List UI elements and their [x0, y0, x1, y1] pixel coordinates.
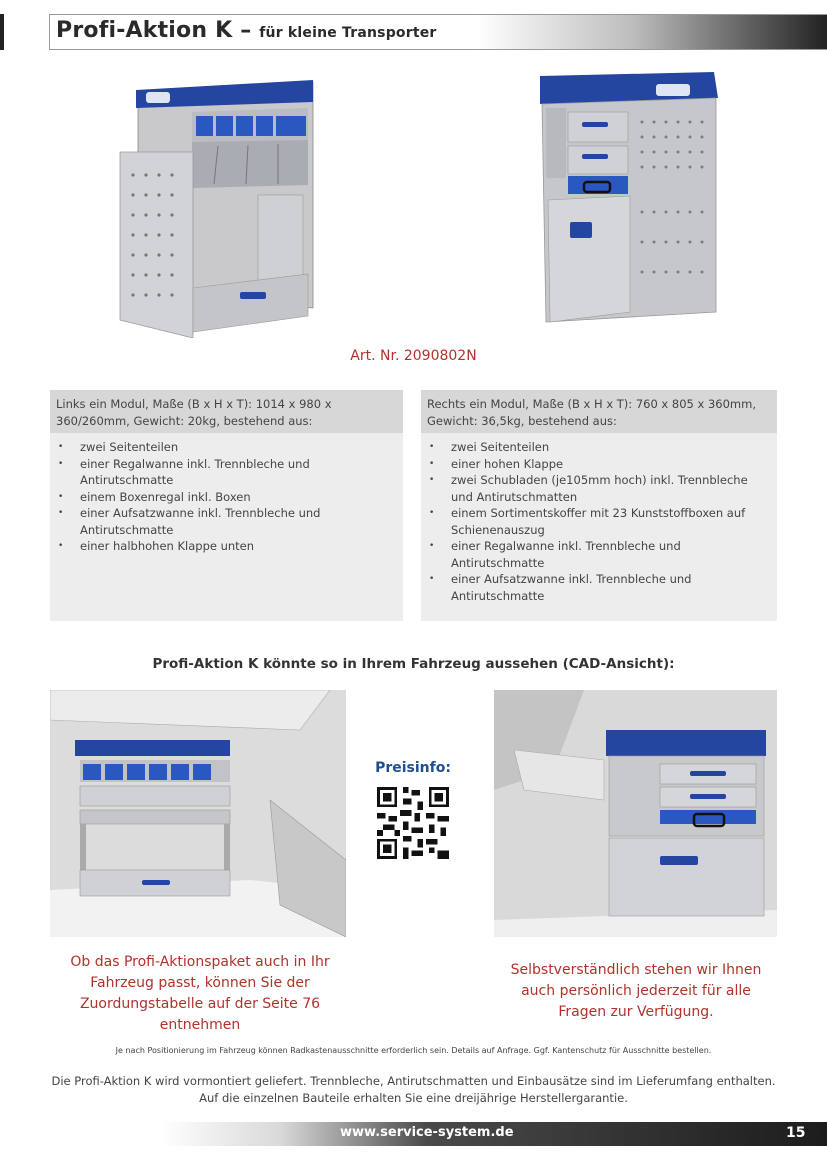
spec-box-left: [50, 390, 403, 621]
list-item: • zwei Seitenteilen: [427, 439, 771, 456]
page-number: 15: [786, 1125, 806, 1141]
list-item: • zwei Seitenteilen: [56, 439, 397, 456]
list-item: • einer Regalwanne inkl. Trennbleche und Antirutschmatte: [56, 456, 397, 489]
price-info-label: Preisinfo:: [375, 760, 451, 776]
list-item: • einem Sortimentskoffer mit 23 Kunststoffboxen auf Schienenauszug: [427, 505, 771, 538]
spec-box-right: [421, 390, 777, 621]
list-item: • einer Regalwanne inkl. Trennbleche und Antirutschmatte: [427, 538, 771, 571]
left-marker-bar: [0, 14, 4, 50]
fine-print: Je nach Positionierung im Fahrzeug können Radkastenausschnitte erforderlich sein. Details auf Anfrage. Ggf. Kantenschutz für Ausschnitte bestellen.: [115, 1046, 712, 1055]
website-link[interactable]: www.service-system.de: [340, 1125, 514, 1140]
delivery-note: Die Profi-Aktion K wird vormontiert geliefert. Trennbleche, Antirutschmatten und Einbausätze sind im Lieferumfang enthalten. Auf die einzelnen Bauteile erhalten Sie eine dreijährige Herstellergarantie.: [51, 1074, 776, 1105]
page-header: [49, 14, 827, 50]
cad-section-heading: Profi-Aktion K könnte so in Ihrem Fahrzeug aussehen (CAD-Ansicht):: [152, 656, 675, 672]
compatibility-note: Ob das Profi-Aktionspaket auch in Ihr Fahrzeug passt, können Sie der Zuordungstabelle auf der Seite 76 entnehmen: [70, 954, 330, 1033]
spec-heading-left: Links ein Modul, Maße (B x H x T): 1014 x 980 x 360/260mm, Gewicht: 20kg, bestehend aus:: [50, 390, 403, 433]
qr-code-icon[interactable]: [377, 787, 449, 859]
title-text: Profi-Aktion K –: [56, 18, 260, 43]
cad-image-left: [50, 690, 346, 937]
product-image-left-module: [118, 80, 323, 338]
page-title: [56, 18, 437, 43]
cad-image-right: [494, 690, 777, 937]
list-item: • einer Aufsatzwanne inkl. Trennbleche und Antirutschmatte: [56, 505, 397, 538]
contact-note: Selbstverständlich stehen wir Ihnen auch persönlich jederzeit für alle Fragen zur Verfügung.: [510, 962, 762, 1020]
list-item: • einer Aufsatzwanne inkl. Trennbleche und Antirutschmatte: [427, 571, 771, 604]
list-item: • zwei Schubladen (je105mm hoch) inkl. Trennbleche und Antirutschmatten: [427, 472, 771, 505]
product-image-right-module: [538, 72, 722, 337]
page-subtitle: für kleine Transporter: [259, 25, 437, 41]
list-item: • einer hohen Klappe: [427, 456, 771, 473]
article-number: Art. Nr. 2090802N: [350, 348, 477, 364]
spec-list-right: [421, 433, 777, 604]
list-item: • einer halbhohen Klappe unten: [56, 538, 397, 555]
list-item: • einem Boxenregal inkl. Boxen: [56, 489, 397, 506]
spec-heading-right: Rechts ein Modul, Maße (B x H x T): 760 x 805 x 360mm, Gewicht: 36,5kg, bestehend aus:: [421, 390, 777, 433]
spec-list-left: [50, 433, 403, 555]
